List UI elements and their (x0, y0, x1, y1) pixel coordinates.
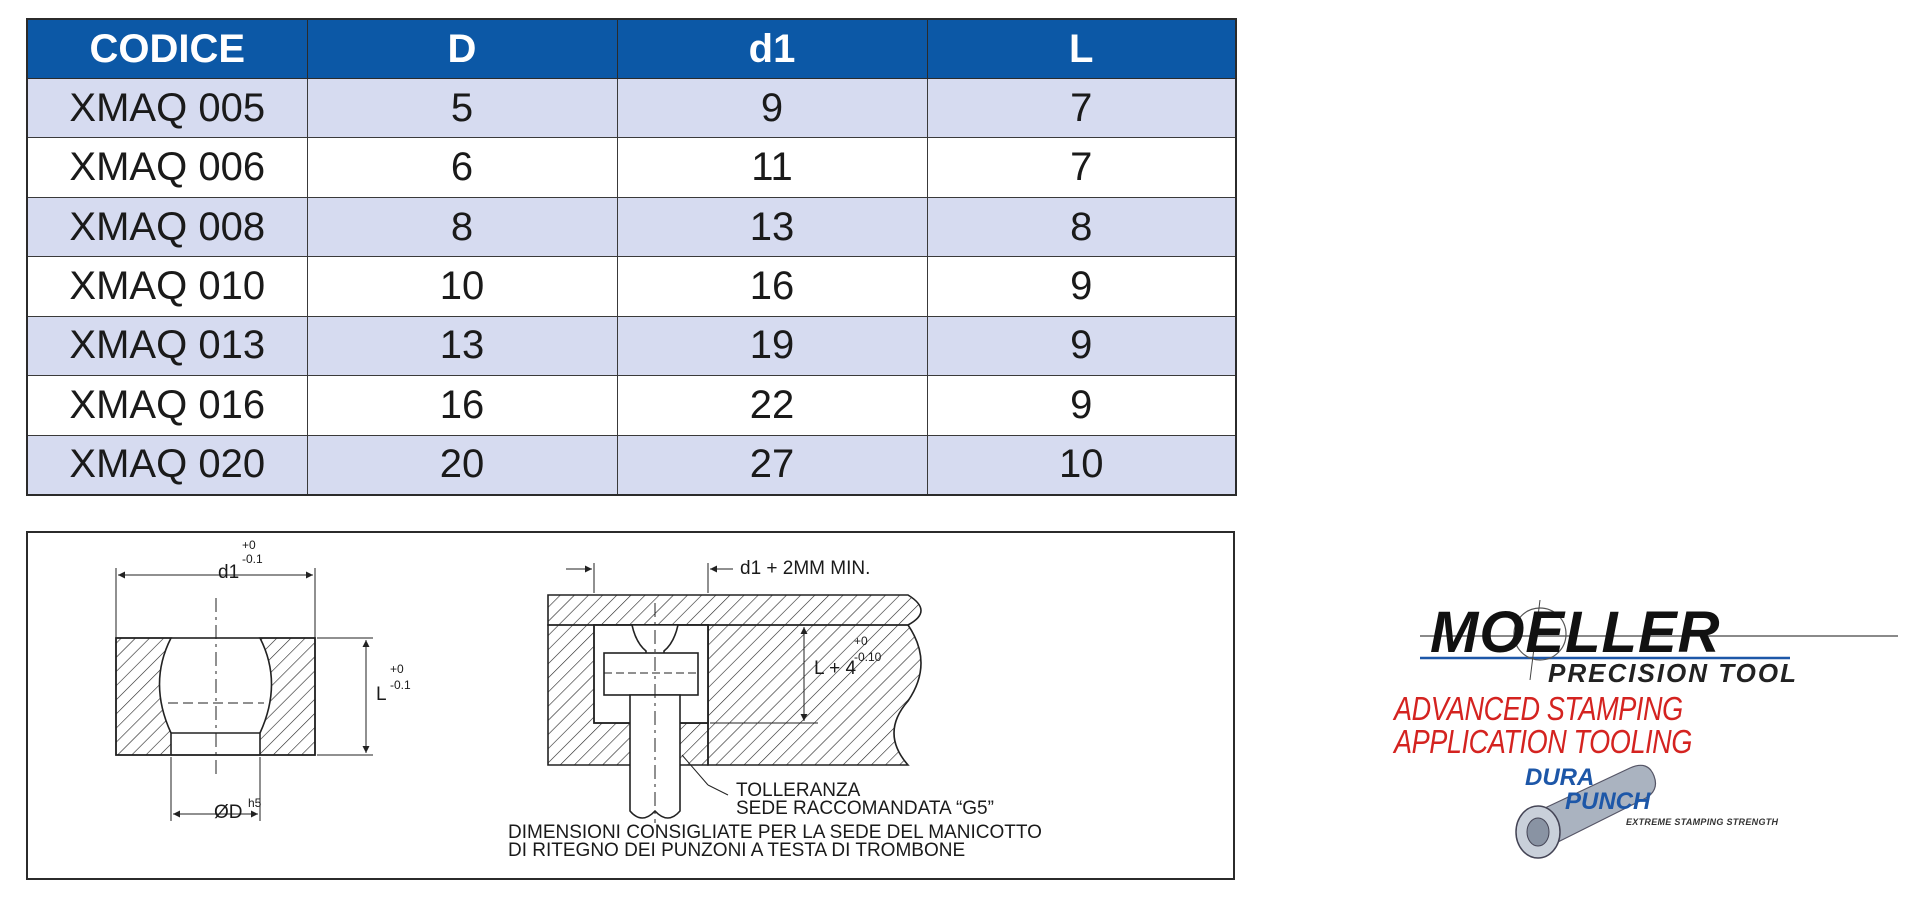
brand-tagline: ADVANCED STAMPING APPLICATION TOOLING (1394, 690, 1692, 760)
cell-codice: XMAQ 010 (27, 257, 307, 316)
cell-d: 20 (307, 435, 617, 495)
cell-l: 7 (927, 79, 1236, 138)
outer-diameter-label: ØD (214, 802, 243, 823)
cell-d1: 19 (617, 316, 927, 375)
cell-codice: XMAQ 016 (27, 376, 307, 435)
brand-name: MOELLER (1430, 600, 1721, 665)
l-label: L (376, 684, 387, 705)
table-row (27, 316, 1236, 375)
table-row (27, 197, 1236, 256)
cell-d: 10 (307, 257, 617, 316)
cell-d1: 16 (617, 257, 927, 316)
header-d1: d1 (617, 19, 927, 79)
cell-codice: XMAQ 020 (27, 435, 307, 495)
table-row (27, 138, 1236, 197)
cell-d: 6 (307, 138, 617, 197)
product-name-line2: PUNCH (1565, 788, 1651, 815)
cell-d: 13 (307, 316, 617, 375)
dimension-note-line1: DIMENSIONI CONSIGLIATE PER LA SEDE DEL MANICOTTO (508, 822, 1042, 843)
dimension-note-line2: DI RITEGNO DEI PUNZONI A TESTA DI TROMBONE (508, 840, 966, 861)
cell-d: 16 (307, 376, 617, 435)
bushing-section-view (116, 568, 373, 821)
table-header-row (27, 19, 1236, 79)
cell-d: 5 (307, 79, 617, 138)
seat-section-view (548, 563, 921, 823)
l-tol-upper: +0 (390, 662, 404, 676)
header-l: L (927, 19, 1236, 79)
cell-l: 9 (927, 257, 1236, 316)
d1-tol-lower: -0.1 (242, 552, 263, 566)
header-d: D (307, 19, 617, 79)
cell-l: 9 (927, 316, 1236, 375)
header-codice: CODICE (27, 19, 307, 79)
cell-d1: 13 (617, 197, 927, 256)
clearance-label: d1 + 2MM MIN. (740, 558, 871, 579)
tolerance-note-line1: TOLLERANZA (736, 780, 861, 801)
cell-d: 8 (307, 197, 617, 256)
cell-codice: XMAQ 013 (27, 316, 307, 375)
depth-label: L + 4 (814, 658, 857, 679)
l-tol-lower: -0.1 (390, 678, 411, 692)
cell-l: 8 (927, 197, 1236, 256)
table-row (27, 79, 1236, 138)
product-tagline: EXTREME STAMPING STRENGTH (1626, 817, 1779, 827)
cell-codice: XMAQ 005 (27, 79, 307, 138)
cell-codice: XMAQ 006 (27, 138, 307, 197)
table-row (27, 376, 1236, 435)
tolerance-note-line2: SEDE RACCOMANDATA “G5” (736, 798, 994, 819)
product-name-line1: DURA (1525, 764, 1595, 791)
d1-tol-upper: +0 (242, 538, 256, 552)
cell-codice: XMAQ 008 (27, 197, 307, 256)
brand-logo-block (1390, 600, 1910, 880)
cell-l: 7 (927, 138, 1236, 197)
cell-d1: 9 (617, 79, 927, 138)
table-row (27, 257, 1236, 316)
cell-d1: 11 (617, 138, 927, 197)
brand-subtitle: PRECISION TOOL (1548, 658, 1798, 688)
cell-d1: 27 (617, 435, 927, 495)
depth-tol-upper: +0 (854, 634, 868, 648)
d1-label: d1 (218, 562, 240, 583)
cell-l: 10 (927, 435, 1236, 495)
table-row (27, 435, 1236, 495)
cell-d1: 22 (617, 376, 927, 435)
spec-table (26, 18, 1237, 496)
outer-diameter-tol: h5 (248, 796, 262, 810)
technical-drawing-panel (26, 531, 1235, 880)
cell-l: 9 (927, 376, 1236, 435)
depth-tol-lower: -0.10 (854, 650, 882, 664)
